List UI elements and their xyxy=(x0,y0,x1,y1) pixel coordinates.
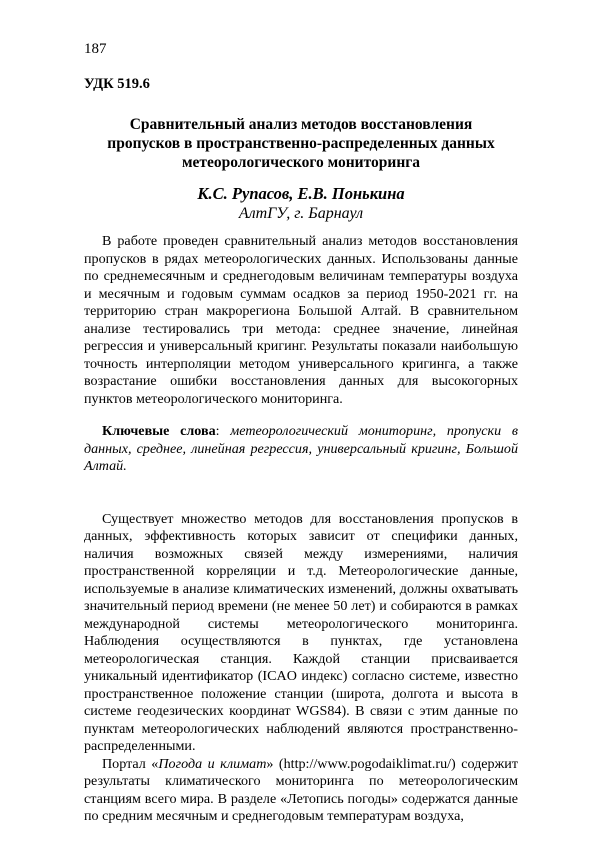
keywords-separator: : xyxy=(215,423,231,439)
keywords-label: Ключевые слова xyxy=(102,423,216,439)
paper-title xyxy=(84,115,518,172)
paragraph-2-after: » (http://www.pogodaiklimat.ru/) содержит результаты климатического мониторинга по метеорологическим станциям всего мира. В разделе «Летопись погоды» содержатся данные по средним месячным и среднегодовым температурам воздуха, xyxy=(84,755,518,824)
portal-name: Погода и климат xyxy=(158,755,267,772)
paper-page xyxy=(84,40,518,826)
keywords-list: метеорологический мониторинг, пропуски в данных, среднее, линейная регрессия, универсальный кригинг, Большой Алтай. xyxy=(84,423,518,474)
page-number: 187 xyxy=(84,41,107,57)
title-line-1: Сравнительный анализ методов восстановления xyxy=(129,116,473,133)
paragraph-2-before: Портал « xyxy=(102,755,159,772)
body-paragraph-1: Существует множество методов для восстановления пропусков в данных, эффективность которых зависит от специфики данных, наличия возможных связей между измерениями, наличия пространственной корреляции и т.д. Метеорологические данные, используемые в анализе климатических изменений, должны охватывать значительный период времени (не менее 50 лет) и собираются в рамках международной системы метеорологического мониторинга. Наблюдения осуществляются в пунктах, где установлена метеорологическая станция. Каждой станции присваивается уникальный идентификатор (ICAO индекс) согласно системе, известно пространственное положение станции (широта, долгота и высота в системе геодезических координат WGS84). В связи с этим данные по пунктам метеорологических наблюдений являются пространственно-распределенными. xyxy=(84,510,518,754)
abstract: В работе проведен сравнительный анализ методов восстановления пропусков в рядах метеорологических данных. Использованы данные по среднемесячным и среднегодовым величинам температуры воздуха и месячным и годовым суммам осадков за период 1950-2021 гг. на территорию стран макрорегиона Большой Алтай. В сравнительном анализе тестировались три метода: среднее значение, линейная регрессия и универсальный кригинг. Результаты показали наибольшую точность интерполяции методом универсального кригинга, а также возрастание ошибки восстановления данных для высокогорных пунктов метеорологического мониторинга. xyxy=(84,233,518,407)
udk-code: УДК 519.6 xyxy=(84,76,150,92)
keywords xyxy=(84,423,518,476)
title-line-2: пропусков в пространственно-распределенных данных xyxy=(107,135,495,152)
body-paragraph-2 xyxy=(84,756,518,826)
affiliation: АлтГУ, г. Барнаул xyxy=(238,205,364,222)
title-line-3: метеорологического мониторинга xyxy=(181,154,421,171)
authors: К.С. Рупасов, Е.В. Понькина xyxy=(197,184,405,203)
